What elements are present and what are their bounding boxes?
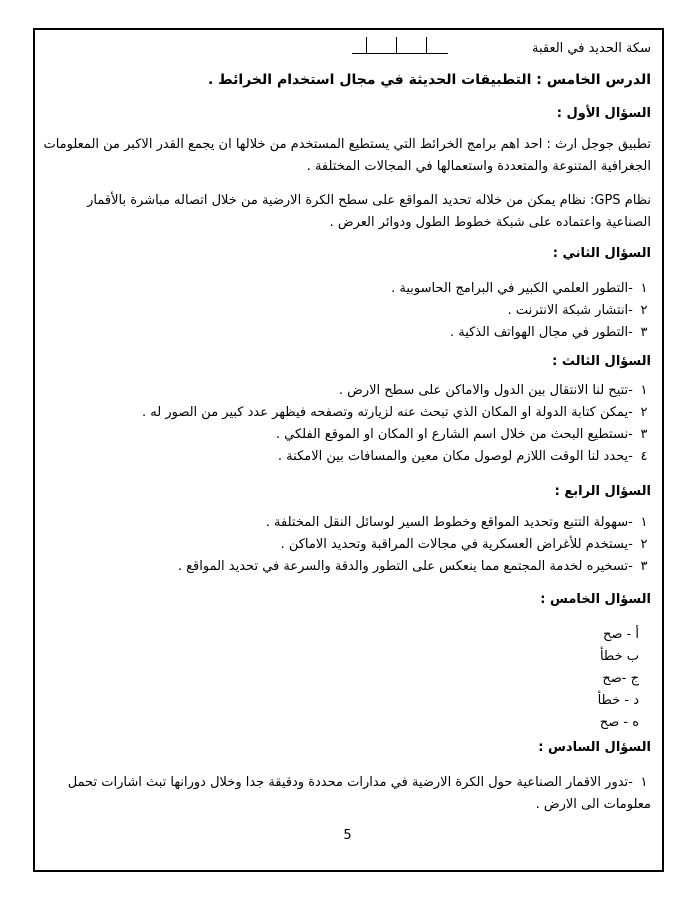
list-item: ٢ -انتشار شبكة الانترنت . [507, 303, 648, 318]
list-item: ٣ -نستطيع البحث من خلال اسم الشارع او المكان او الموقع الفلكي . [275, 427, 648, 442]
list-item: ٤ -يحدد لنا الوقت اللازم لوصول مكان معين والمسافات بين الامكنة . [277, 449, 648, 464]
list-item: د - خطأ [597, 693, 639, 708]
q1-paragraph-2 [41, 190, 651, 234]
q1-para2-rest: : نظام يمكن من خلاله تحديد المواقع على سطح الكرة الارضية من خلال اتصاله مباشرة بالأقمار الصناعية واعتماده على شبكة خطوط الطول ودوائر العرض . [87, 193, 651, 230]
q1-heading: السؤال الأول : [556, 106, 651, 121]
list-item: ٢ -يستخدم للأغراض العسكرية في مجالات المراقبة وتحديد الاماكن . [280, 537, 648, 552]
q6-heading: السؤال السادس : [538, 740, 651, 755]
list-item: أ - صح [602, 627, 639, 642]
list-item: ١ -التطور العلمي الكبير في البرامج الحاسوبية . [391, 281, 648, 296]
header-rule [352, 37, 448, 54]
gps-term: GPS [594, 193, 621, 208]
school-name: سكة الحديد في العقبة [531, 41, 651, 56]
q3-heading: السؤال الثالث : [552, 354, 651, 369]
q1-paragraph-1: تطبيق جوجل ارث : احد اهم برامج الخرائط التي يستطيع المستخدم من خلالها ان يجمع القدر الاكبر من المعلومات الجغرافية المتنوعة والمتعددة واستعمالها في المجالات المختلفة . [43, 137, 651, 174]
q5-answers [598, 624, 639, 734]
list-item: ب خطأ [599, 649, 639, 664]
q2-heading: السؤال الثاني : [552, 246, 651, 261]
list-item: ٣ -التطور في مجال الهواتف الذكية . [449, 325, 648, 340]
list-item: ٣ -تسخيره لخدمة المجتمع مما ينعكس على التطور والدقة والسرعة في تحديد المواقع . [177, 559, 648, 574]
q6-item: ١ -تدور الاقمار الصناعية حول الكرة الارضية في مدارات محددة ودقيقة جدا وخلال دورانها تبث اشارات تحمل معلومات الى الارض . [67, 775, 651, 812]
list-item: ٢ -يمكن كتابة الدولة او المكان الذي تبحث عنه لزيارته وتصفحه فيظهر عدد كبير من الصور له . [142, 405, 648, 420]
list-item: ١ -سهولة التتبع وتحديد المواقع وخطوط السير لوسائل النقل المختلفة . [265, 515, 648, 530]
lesson-title: الدرس الخامس : التطبيقات الحديثة في مجال استخدام الخرائط . [207, 72, 651, 88]
page-number: 5 [343, 828, 352, 843]
list-item: ١ -تتيح لنا الانتقال بين الدول والاماكن على سطح الارض . [338, 383, 648, 398]
q5-heading: السؤال الخامس : [540, 592, 651, 607]
q4-list [178, 512, 651, 578]
list-item: ه - صح [599, 715, 639, 730]
q1-para2-prefix: نظام [620, 193, 651, 208]
q4-heading: السؤال الرابع : [554, 484, 651, 499]
list-item: ج -صح [602, 671, 639, 686]
q3-list [142, 380, 651, 468]
q2-list [391, 278, 651, 344]
